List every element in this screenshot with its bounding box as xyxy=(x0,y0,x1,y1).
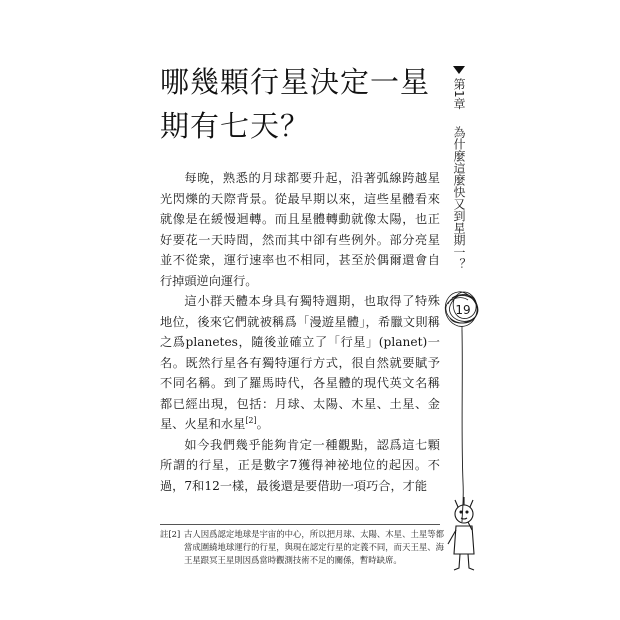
chapter-number: 第1章 xyxy=(452,78,466,110)
balloon-illustration xyxy=(432,282,512,582)
chapter-heading xyxy=(160,60,440,148)
paragraph: 這小群天體本身具有獨特週期，也取得了特殊地位，後來它們就被稱爲「漫遊星體」，希臘文則稱之爲planetes，隨後並確立了「行星」(planet)一名。既然行星各有獨特運行方式，很自然就要賦予不同名稱。到了羅馬時代，各星體的現代英文名稱都已經出現，包括：月球、太陽、木星、土星、金星、火星和水星[2]。 xyxy=(160,294,440,431)
balloon-string xyxy=(462,330,463,522)
heading-line-2: 期有七天？ xyxy=(160,109,311,143)
chapter-sidebar xyxy=(448,66,470,270)
heading-line-1: 哪幾顆行星決定一星 xyxy=(160,65,431,99)
chapter-title-vertical: 為什麼這麼快又到星期一？ xyxy=(452,125,466,270)
paragraph: 如今我們幾乎能夠肯定一種觀點，認爲這七顆所謂的行星，正是數字7獲得神祕地位的起因。不過，7和12一樣，最後還是要借助一項巧合，才能 xyxy=(160,437,440,493)
footnote-divider xyxy=(160,524,440,525)
footnote-ref[interactable]: [2] xyxy=(245,415,257,425)
page-number: 19 xyxy=(455,303,471,317)
footnote-marker: 註[2] xyxy=(160,529,181,539)
paragraph: 每晚，熟悉的月球都要升起，沿著弧線跨越星光閃爍的天際背景。從最早期以來，這些星體看來就像是在緩慢迴轉。而且星體轉動就像太陽，也正好要花一天時間，然而其中卻有些例外。部分亮星並不從衆，運行速率也不相同，甚至於偶爾還會自行掉頭逆向運行。 xyxy=(160,171,440,288)
triangle-marker-icon xyxy=(453,66,465,74)
footnote-text: 古人因爲認定地球是宇宙的中心，所以把月球、太陽、木星、土星等都當成圍繞地球運行的行星，與現在認定行星的定義不同，而天王星、海王星跟冥王星則因爲當時觀測技術不足的關係，暫時缺席。 xyxy=(184,529,444,565)
footnote xyxy=(160,528,444,567)
stick-figure-icon xyxy=(448,497,474,570)
body-text xyxy=(160,168,440,496)
